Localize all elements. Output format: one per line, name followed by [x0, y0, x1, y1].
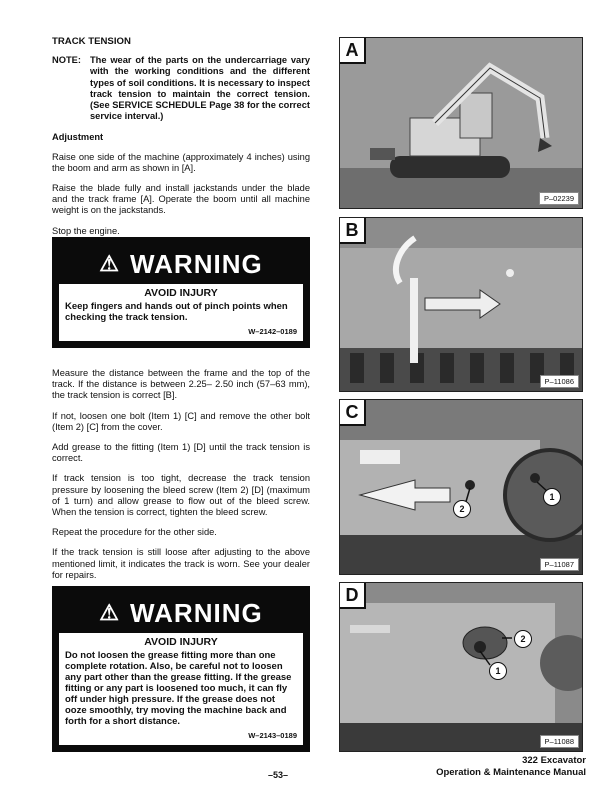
section-title: TRACK TENSION — [52, 36, 131, 47]
footer-model: 322 Excavator — [522, 755, 586, 766]
callout-2: 2 — [514, 630, 532, 648]
grease-fitting-photo — [340, 583, 583, 752]
figure-letter: A — [340, 38, 366, 64]
warning-banner — [59, 593, 303, 633]
paragraph: If track tension is too tight, decrease the track tension pressure by loosening the bleed screw (Item 2) [D] (maximum of 1 turn) and allow grease to flow out of the bleed screw. When the tension is correct, tighten the bleed screw. — [52, 473, 310, 518]
paragraph: Stop the engine. — [52, 225, 120, 236]
figure-a — [339, 37, 583, 209]
warning-panel — [59, 284, 303, 341]
figure-code: P–11088 — [540, 735, 579, 748]
figure-b — [339, 217, 583, 392]
warning-banner-text: WARNING — [130, 249, 263, 279]
warning-triangle-icon: ⚠ — [99, 251, 121, 276]
warning-box-pinch — [52, 237, 310, 348]
paragraph: If not, loosen one bolt (Item 1) [C] and remove the other bolt (Item 2) [C] from the cover. — [52, 410, 310, 432]
warning-banner-text: WARNING — [130, 598, 263, 628]
figure-code: P–11087 — [540, 558, 579, 571]
warning-box-grease — [52, 586, 310, 752]
left-column — [52, 36, 310, 246]
warning-triangle-icon: ⚠ — [99, 600, 121, 625]
paragraph: Raise the blade fully and install jackstands under the blade and the track frame [A]. Operate the boom until all machine weight is on the jackstands. — [52, 183, 310, 216]
warning-code: W–2143–0189 — [248, 731, 297, 740]
warning-panel — [59, 633, 303, 745]
figure-letter: D — [340, 583, 366, 609]
track-cover-photo — [340, 400, 583, 575]
excavator-photo — [340, 38, 583, 209]
figure-letter: B — [340, 218, 366, 244]
adjustment-heading: Adjustment — [52, 132, 104, 143]
warning-banner — [59, 244, 303, 284]
callout-1: 1 — [543, 488, 561, 506]
paragraph: Add grease to the fitting (Item 1) [D] until the track tension is correct. — [52, 442, 310, 464]
warning-body: Keep fingers and hands out of pinch points when checking the track tension. — [65, 301, 288, 323]
track-measure-photo — [340, 218, 583, 392]
warning-code: W–2142–0189 — [248, 327, 297, 336]
paragraph: Raise one side of the machine (approximately 4 inches) using the boom and arm as shown in [A]. — [52, 151, 310, 173]
warning-heading: AVOID INJURY — [144, 636, 218, 648]
figure-letter: C — [340, 400, 366, 426]
figure-code: P–11086 — [540, 375, 579, 388]
figure-d — [339, 582, 583, 752]
warning-body: Do not loosen the grease fitting more than one complete rotation. Also, be careful not to loosen any part other than the grease fitting. If the grease fitting or any part is loosened too much, it can fly off under high pressure. If the grease does not ooze smoothly, try moving the machine back and forth for a short distance. — [65, 650, 292, 727]
procedure-text — [52, 368, 310, 590]
paragraph: If the track tension is still loose after adjusting to the above mentioned limit, it indicates the track is worn. See your dealer for repairs. — [52, 547, 310, 580]
callout-1: 1 — [489, 662, 507, 680]
callout-2: 2 — [453, 500, 471, 518]
footer-manual: Operation & Maintenance Manual — [436, 767, 586, 778]
note-label: NOTE: — [52, 55, 81, 66]
note-block — [52, 55, 310, 122]
page-number: –53– — [268, 770, 289, 780]
paragraph: Measure the distance between the frame and the top of the track. If the distance is between 2.25– 2.50 inch (57–63 mm), the track tension is correct [B]. — [52, 368, 310, 401]
figure-c — [339, 399, 583, 575]
warning-heading: AVOID INJURY — [144, 287, 218, 299]
figure-code: P–02239 — [539, 192, 579, 205]
footer-title — [436, 755, 586, 779]
paragraph: Repeat the procedure for the other side. — [52, 527, 217, 538]
note-text: The wear of the parts on the undercarriage vary with the working conditions and the different types of soil conditions. It is necessary to inspect track tension to maintain the correct tension. (See SERVICE SCHEDULE Page 38 for the correct service interval.) — [90, 55, 310, 122]
